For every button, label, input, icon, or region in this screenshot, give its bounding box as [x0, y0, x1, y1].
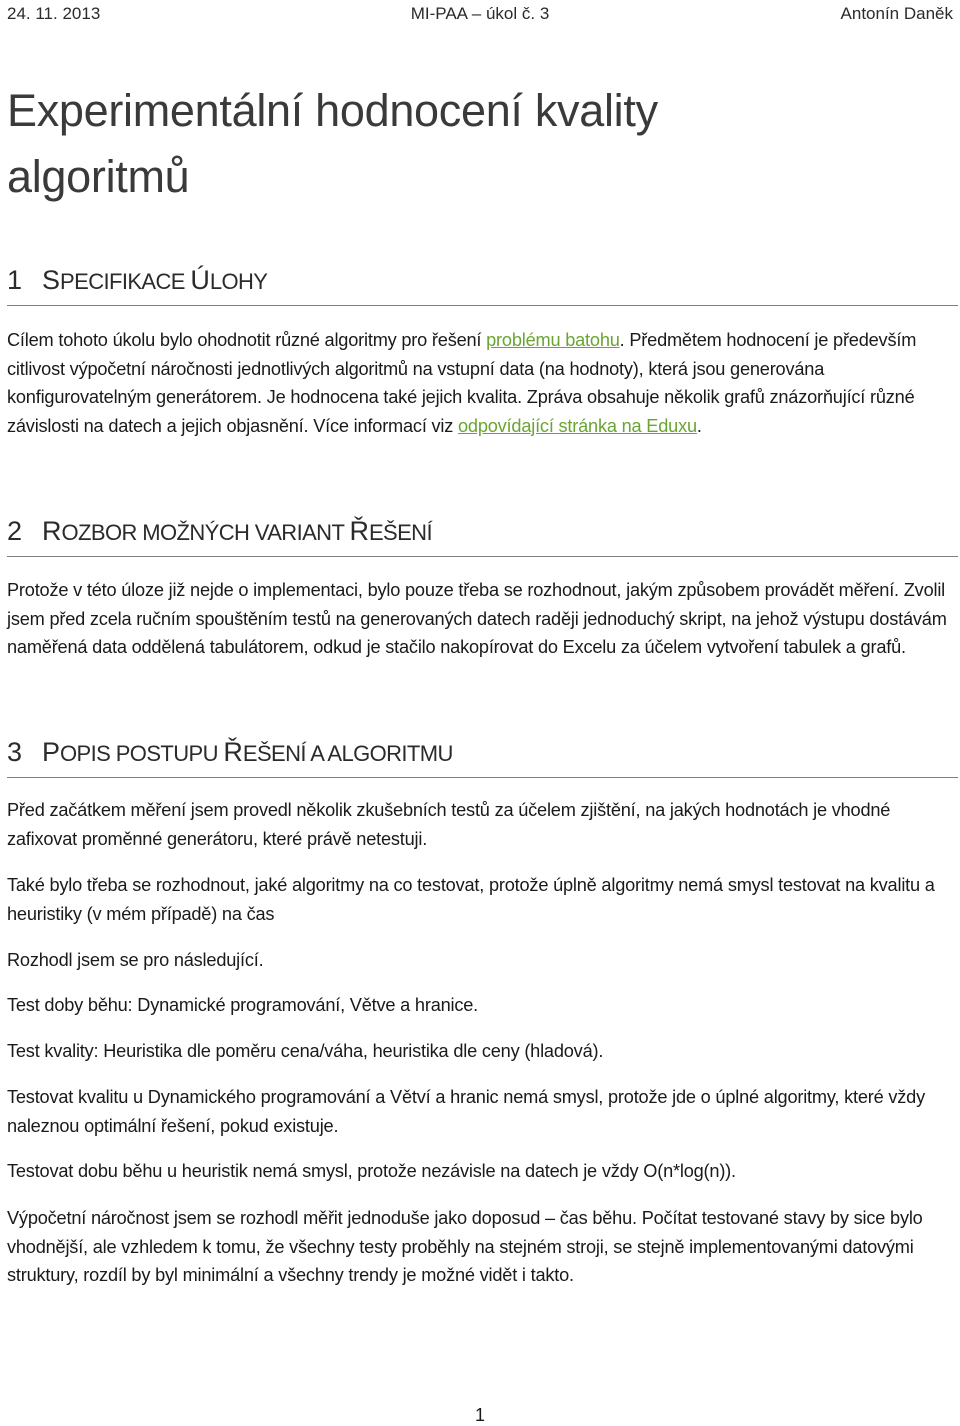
header-course: MI-PAA – úkol č. 3 — [410, 4, 550, 23]
heading-smallcaps: EŠENÍ — [368, 520, 432, 545]
paragraph-text: Cílem tohoto úkolu bylo ohodnotit různé algoritmy pro řešení — [7, 330, 487, 350]
paragraph-popis-7: Testovat dobu běhu u heuristik nemá smysl, protože nezávisle na datech je vždy O(n*log(n)). — [7, 1161, 736, 1181]
paragraph-popis-2: Také bylo třeba se rozhodnout, jaké algoritmy na co testovat, protože úplně algoritmy nemá smysl testovat na kvalitu a heuristiky (v mém případě) na čas — [7, 875, 935, 924]
page-header — [7, 2, 953, 26]
header-date: 24. 11. 2013 — [7, 4, 101, 23]
section-number: 1 — [7, 265, 23, 295]
paragraph-specifikace — [7, 326, 953, 440]
heading-initial: R — [42, 516, 62, 546]
heading-smallcaps: OZBOR MOŽNÝCH VARIANT — [61, 520, 350, 545]
title-line-2: algoritmů — [7, 151, 190, 202]
section-heading-popis — [7, 735, 958, 778]
section-heading-rozbor — [7, 514, 958, 557]
title-line-1: Experimentální hodnocení kvality — [7, 85, 658, 136]
heading-initial: S — [42, 265, 61, 295]
heading-smallcaps: EŠENÍ A ALGORITMU — [242, 741, 453, 766]
section-heading-specifikace — [7, 263, 958, 306]
page-number: 1 — [474, 1405, 485, 1425]
document-title — [7, 78, 907, 210]
heading-smallcaps: OPIS POSTUPU — [60, 741, 224, 766]
paragraph-popis-3: Rozhodl jsem se pro následující. — [7, 950, 264, 970]
paragraph-popis-4: Test doby běhu: Dynamické programování, Větve a hranice. — [7, 995, 479, 1015]
heading-initial: Ú — [190, 265, 210, 295]
paragraph-text: . — [696, 415, 702, 436]
paragraph-popis-1: Před začátkem měření jsem provedl několik zkušebních testů za účelem zjištění, na jakých hodnotách je vhodné zafixovat proměnné generátoru, které právě netestuji. — [7, 800, 891, 849]
heading-initial: P — [42, 737, 61, 767]
heading-smallcaps: LOHY — [209, 269, 268, 294]
section-number: 2 — [7, 516, 23, 546]
paragraph-popis-5: Test kvality: Heuristika dle poměru cena/váha, heuristika dle ceny (hladová). — [7, 1041, 604, 1061]
link-edux-page[interactable]: odpovídající stránka na Eduxu — [458, 415, 697, 436]
heading-initial: Ř — [223, 737, 243, 767]
paragraph-text: . Předmětem hodnocení je především citlivost výpočetní náročnosti jednotlivých algoritmů na vstupní data (na hodnoty), která jsou generována konfigurovatelným generátorem. Je hodnocena také jejich kvalita. Zpráva obsahuje několik grafů znázorňující různé závislosti na datech a jejich objasnění. Více informací viz — [7, 330, 917, 436]
section-number: 3 — [7, 737, 23, 767]
heading-smallcaps: PECIFIKACE — [60, 269, 191, 294]
header-author: Antonín Daněk — [840, 4, 953, 23]
paragraph-popis-6: Testovat kvalitu u Dynamického programování a Větví a hranic nemá smysl, protože jde o úplné algoritmy, které vždy naleznou optimální řešení, pokud existuje. — [7, 1087, 925, 1136]
paragraph-rozbor: Protože v této úloze již nejde o implementaci, bylo pouze třeba se rozhodnout, jakým způsobem provádět měření. Zvolil jsem před zcela ručním spouštěním testů na generovaných datech raději jednoduchý skript, na jehož výstupu dostávám naměřená data oddělená tabulátorem, odkud je stačilo nakopírovat do Excelu za účelem vytvoření tabulek a grafů. — [7, 580, 947, 657]
link-knapsack-problem[interactable]: problému batohu — [486, 330, 620, 350]
heading-initial: Ř — [349, 516, 369, 546]
paragraph-popis-8: Výpočetní náročnost jsem se rozhodl měřit jednoduše jako doposud – čas běhu. Počítat testované stavy by sice bylo vhodnější, ale vzhledem k tomu, že všechny testy proběhly na stejném stroji, se stejně implementovanými datovými struktury, rozdíl by byl minimální a všechny trendy je možné vidět i takto. — [7, 1208, 923, 1285]
